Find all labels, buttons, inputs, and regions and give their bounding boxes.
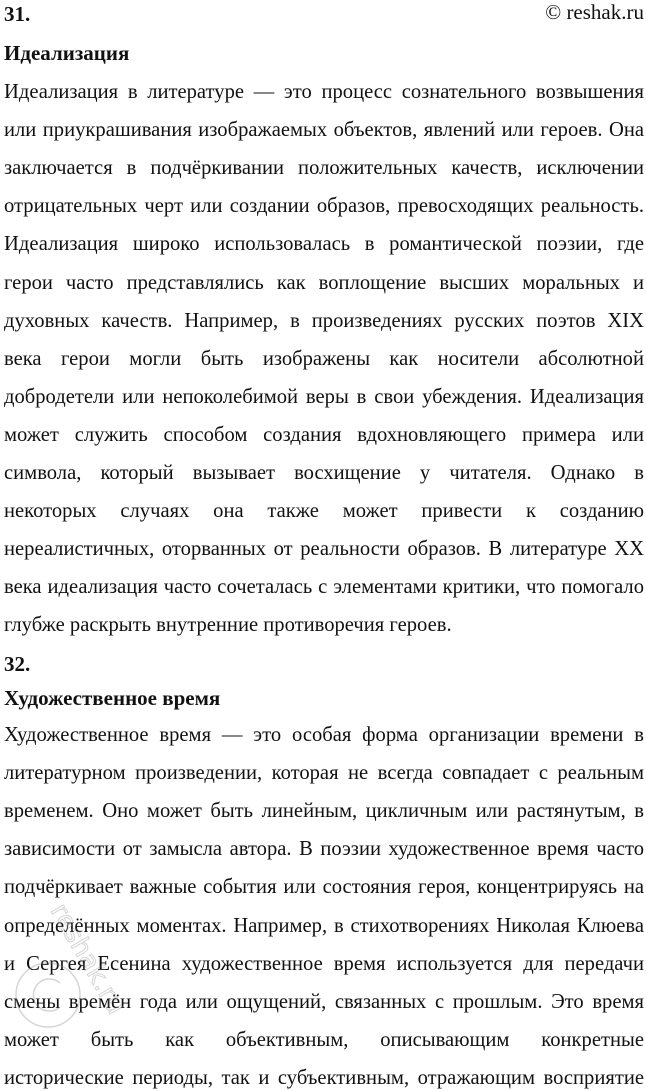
svg-text:reshak.ru: reshak.ru: [43, 898, 132, 1020]
text-line: Идеализация широко использовалась в романтической поэзии, где: [4, 233, 644, 256]
copyright-label: © reshak.ru: [545, 0, 644, 24]
text-line: подчёркивает важные события или состояния героя, концентрируясь на: [4, 876, 644, 899]
text-line: добродетели или непоколебимой веры в свои убеждения. Идеализация: [4, 385, 644, 408]
text-line: исторические периоды, так и субъективным, отражающим восприятие: [4, 1066, 644, 1089]
text-line: смены времён года или ощущений, связанных с прошлым. Это время: [4, 990, 644, 1013]
text-line: глубже раскрыть внутренние противоречия героев.: [4, 614, 452, 637]
text-line: духовных качеств. Например, в произведениях русских поэтов XIX: [4, 309, 644, 332]
text-line: или приукрашивания изображаемых объектов, явлений или героев. Она: [4, 119, 644, 142]
text-line: некоторых случаях она также может привести к созданию: [4, 500, 644, 523]
task-number-31: 31.: [4, 2, 31, 26]
section-heading-artistic-time: Художественное время: [4, 686, 221, 710]
text-line: зависимости от замысла автора. В поэзии художественное время часто: [4, 838, 644, 861]
text-line: Идеализация в литературе — это процесс сознательного возвышения: [4, 81, 644, 103]
text-line: символа, который вызывает восхищение у читателя. Однако в: [4, 462, 644, 484]
text-line: может служить способом создания вдохновляющего примера или: [4, 423, 644, 446]
text-line: нереалистичных, оторванных от реальности образов. В литературе XX: [4, 538, 644, 561]
text-line: герои часто представлялись как воплощение высших моральных и: [4, 271, 644, 294]
text-line: и Сергея Есенина художественное время используется для передачи: [4, 952, 644, 975]
task-number-32: 32.: [4, 652, 31, 676]
text-line: заключается в подчёркивании положительных качеств, исключении: [4, 157, 644, 180]
text-line: отрицательных черт или создании образов, превосходящих реальность.: [4, 195, 644, 218]
section-heading-idealization: Идеализация: [4, 41, 130, 65]
text-line: века герои могли быть изображены как носители абсолютной: [4, 347, 644, 370]
text-line: определённых моментах. Например, в стихотворениях Николая Клюева: [4, 914, 644, 937]
text-line: может быть как объективным, описывающим конкретные: [4, 1028, 644, 1051]
text-line: Художественное время — это особая форма организации времени в: [4, 724, 644, 746]
text-line: временем. Оно может быть линейным, цикличным или растянутым, в: [4, 800, 644, 823]
text-line: литературном произведении, которая не всегда совпадает с реальным: [4, 762, 644, 785]
text-line: века идеализация часто сочеталась с элементами критики, что помогало: [4, 576, 644, 599]
